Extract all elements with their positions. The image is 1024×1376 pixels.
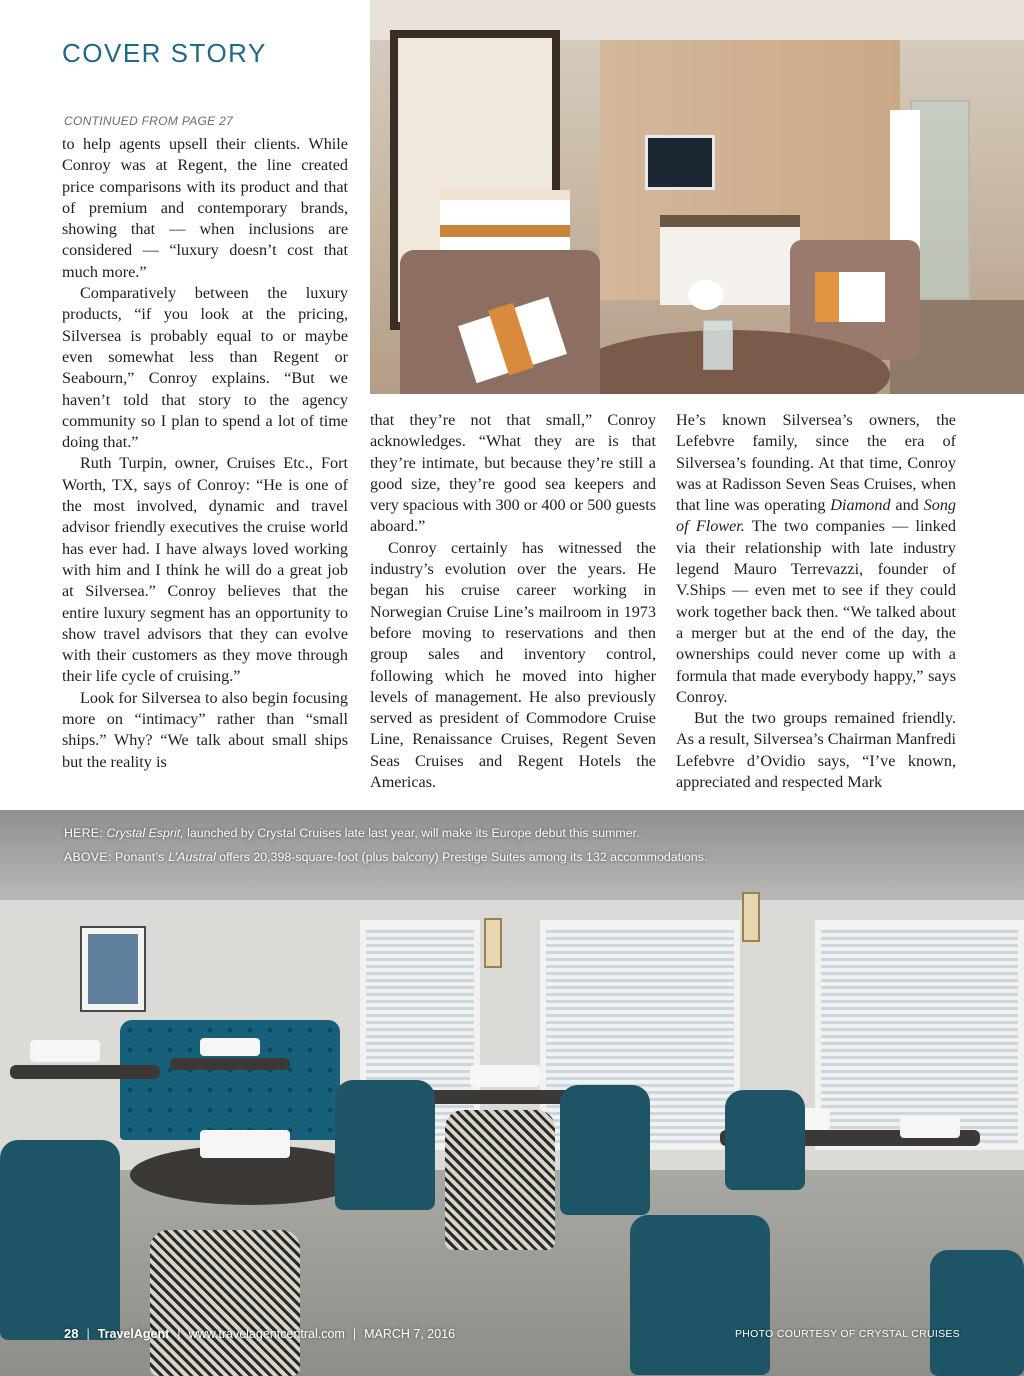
suite-photo <box>370 0 1024 394</box>
paragraph: to help agents upsell their clients. While Conroy was at Regent, the line created price comparisons with its product and that of premium and contemporary brands, showing that — when inclusions are considered — “luxury doesn’t cost that much more.” <box>62 135 348 281</box>
photo-chair <box>0 1140 120 1340</box>
footer-separator: | <box>352 1327 357 1341</box>
ship-name: Diamond <box>830 496 891 515</box>
caption-text: offers 20,398-square-foot (plus balcony) Prestige Suites among its 132 accommodations. <box>215 850 708 864</box>
photo-bed-runner <box>440 225 570 237</box>
caption-above <box>64 850 707 864</box>
publication-name: TravelAgent <box>97 1327 170 1341</box>
photo-napkin <box>470 1065 540 1087</box>
ship-name: Song of Flower. <box>676 496 957 536</box>
caption-here <box>64 826 640 840</box>
footer-separator: | <box>86 1327 90 1341</box>
photo-chair <box>445 1110 555 1250</box>
photo-tv <box>645 135 715 190</box>
caption-text: launched by Crystal Cruises late last year, will make its Europe debut this summer. <box>183 826 640 840</box>
section-title: COVER STORY <box>62 38 267 68</box>
photo-orchid <box>688 280 724 310</box>
caption-label: HERE: <box>64 826 107 840</box>
photo-chair <box>150 1230 300 1376</box>
page-footer <box>64 1326 455 1341</box>
photo-table <box>170 1058 290 1070</box>
paragraph: Conroy certainly has witnessed the industry’s evolution over the years. He began his cruise career working in Norwegian Cruise Line’s mailroom in 1973 before moving to reservations and then group sales and inventory control, following which he moved into higher levels of management. He also previously served as president of Commodore Cruise Line, Renaissance Cruises, Regent Seven Seas Cruises and Regent Hotels the Americas. <box>370 538 656 792</box>
text-run: and <box>890 496 924 515</box>
caption-label: ABOVE: Ponant’s <box>64 850 169 864</box>
footer-separator: | <box>177 1327 181 1341</box>
photo-sconce <box>742 892 760 942</box>
article-column-3 <box>676 410 956 793</box>
ship-name: Crystal Esprit, <box>106 826 184 840</box>
photo-vase <box>703 320 733 370</box>
paragraph: But the two groups remained friendly. As a result, Silversea’s Chairman Manfredi Lefebvre d’Ovidio says, “I’ve known, appreciated and respected Mark <box>676 709 956 792</box>
photo-chair <box>725 1090 805 1190</box>
ship-name: L’Austral <box>168 850 216 864</box>
paragraph: Look for Silversea to also begin focusing more on “intimacy” rather than “small ships.” Why? “We talk about small ships but the reality is <box>62 688 348 771</box>
photo-napkin <box>30 1040 100 1062</box>
photo-chair <box>930 1250 1024 1376</box>
photo-napkin <box>200 1130 290 1158</box>
photo-desk <box>660 215 800 305</box>
photo-chair <box>560 1085 650 1215</box>
photo-napkin <box>900 1116 960 1138</box>
page-number: 28 <box>64 1326 79 1341</box>
issue-date: MARCH 7, 2016 <box>364 1327 456 1341</box>
dining-room-photo <box>0 810 1024 1376</box>
photo-napkin <box>200 1038 260 1056</box>
website-link[interactable]: www.travelagentcentral.com <box>188 1327 345 1341</box>
continued-note: CONTINUED FROM PAGE 27 <box>64 114 234 128</box>
paragraph <box>676 410 956 708</box>
paragraph: that they’re not that small,” Conroy acknowledges. “What they are is that they’re intimate, but because they’re still a good size, they’re good sea keepers and very spacious with 300 or 400 or 500 guests aboard.” <box>370 411 656 536</box>
photo-artwork <box>82 928 144 1010</box>
photo-table <box>10 1065 160 1079</box>
photo-credit: PHOTO COURTESY OF CRYSTAL CRUISES <box>734 1328 960 1340</box>
photo-pillow-right <box>815 272 885 322</box>
paragraph: Ruth Turpin, owner, Cruises Etc., Fort Worth, TX, says of Conroy: “He is one of the most involved, dynamic and travel advisor friendly executives the cruise world has ever had. I have always loved working with him and I think he will do a great job at Silversea.” Conroy believes that the entire luxury segment has an opportunity to show travel advisors that they can evolve with their customers as they move through their life cycle of cruising.” <box>62 454 348 686</box>
text-run: He’s known Silversea’s owners, the Lefebvre family, since the era of Silversea’s founding. At that time, Conroy was at Radisson Seven Seas Cruises, when that line was operating <box>676 411 956 515</box>
text-run: The two companies — linked via their relationship with late industry legend Mauro Terrevazzi, founder of V.Ships — even met to see if they could work together back then. “We talked about a merger but at the end of the day, the ownerships could never come up with a formula that made everybody happy,” says Conroy. <box>676 517 957 706</box>
paragraph: Comparatively between the luxury products, “if you look at the pricing, Silversea is probably equal to or maybe even somewhat less than Regent or Seabourn,” Conroy explains. “But we haven’t told that story to the agency community so I plan to spend a lot of time doing that.” <box>62 284 348 452</box>
photo-chair <box>630 1215 770 1375</box>
photo-chair <box>335 1080 435 1210</box>
photo-sconce <box>484 918 502 968</box>
article-column-2 <box>370 410 656 793</box>
article-column-1 <box>62 134 348 773</box>
